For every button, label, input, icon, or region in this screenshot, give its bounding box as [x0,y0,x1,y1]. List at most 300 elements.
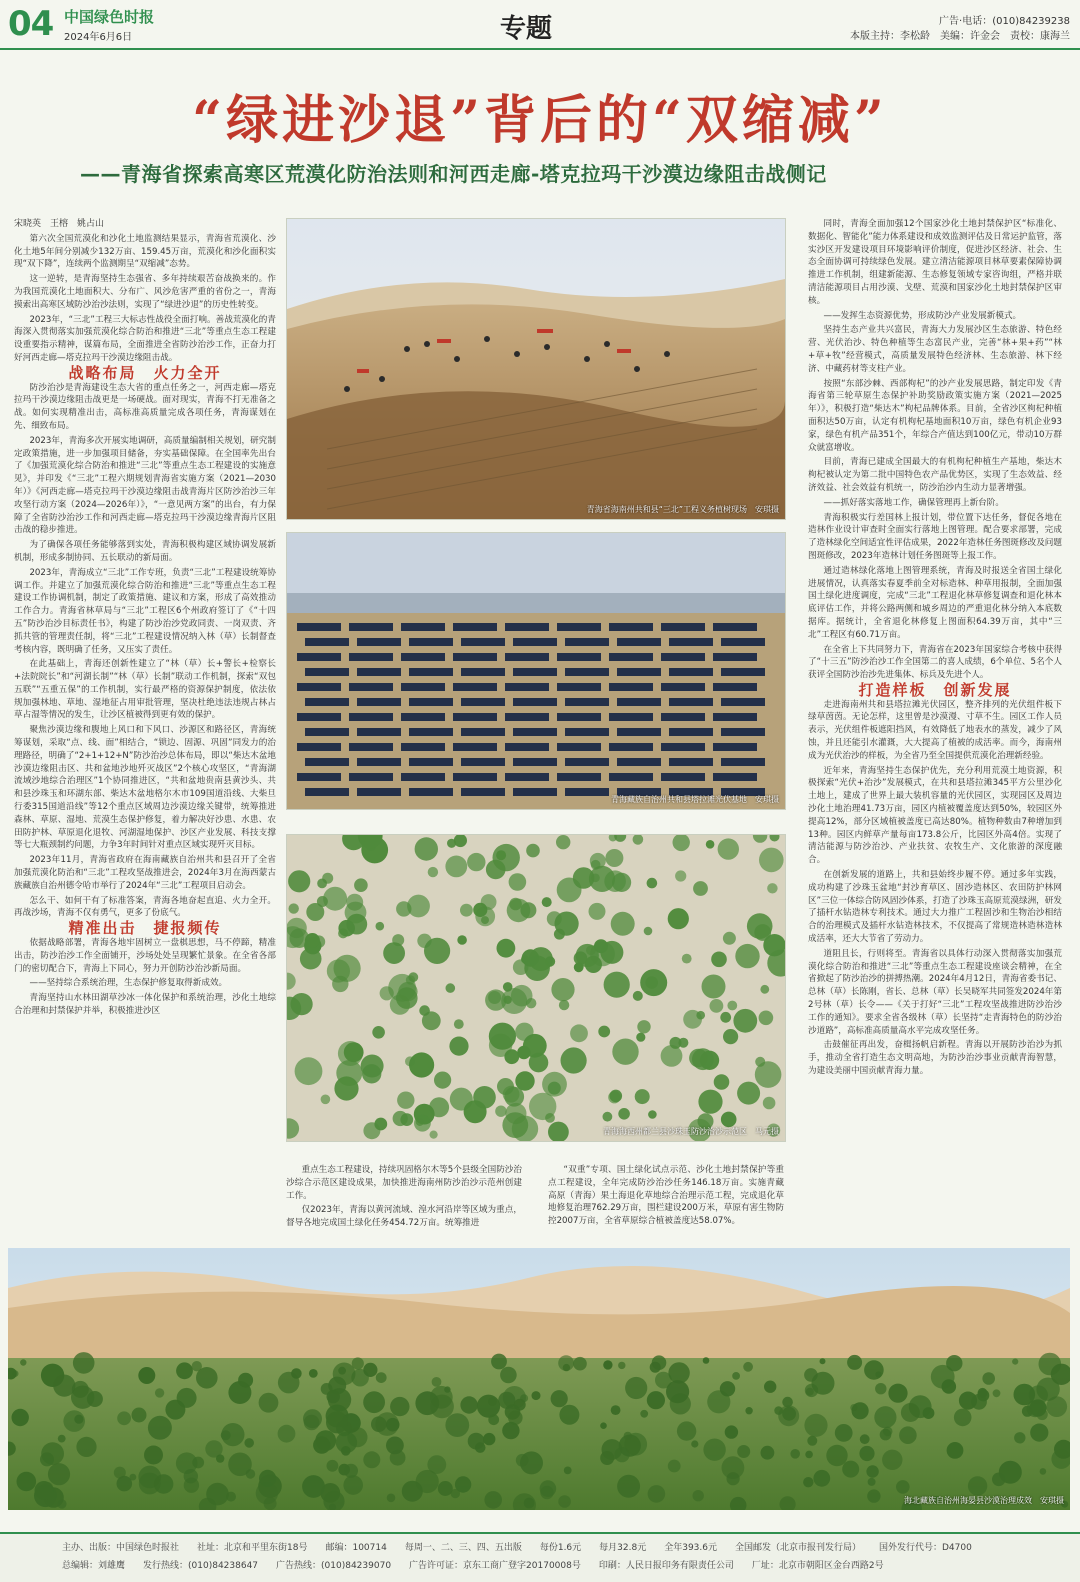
solar-panel [617,758,661,766]
shrub [428,867,438,877]
shrub [327,959,350,982]
shrub [228,1381,251,1404]
shrub [144,1446,163,1465]
shrub [1030,1424,1048,1442]
solar-panel [661,713,705,721]
shrub [706,840,715,849]
shrub [803,1477,813,1487]
shrub [883,1427,893,1437]
shrub [388,974,416,1002]
solar-panel [713,743,757,751]
solar-panel [557,773,601,781]
shrub [608,1091,620,1103]
solar-panel [349,743,393,751]
solar-panel [609,773,653,781]
shrub [484,1491,502,1509]
shrub [591,874,600,883]
solar-panel [401,623,445,631]
photo-caption-4: 海北藏族自治州海晏县沙漠治理成效 安琪摄 [904,1496,1064,1505]
solar-panel [565,698,609,706]
shrub [414,1115,431,1132]
shrub [693,1490,704,1501]
solar-panel [305,638,349,646]
solar-panel [565,758,609,766]
solar-panel [297,713,341,721]
shrub [206,1483,229,1506]
shrub [415,837,438,860]
paragraph: “双重”专项、国土绿化试点示范、沙化土地封禁保护等重点工程建设，全年完成防沙治沙任务146.18万亩。实施青藏高原（青海）果土海退化草地综合治理示范工程，完成退化草地修复治理762.29万亩，围栏建设200万米，草原有害生物防控2007万亩，全省草原综合植被盖度达58.07%。 [548,1165,784,1227]
solar-panel [609,743,653,751]
shrub [600,1422,607,1429]
shrub [295,1057,323,1085]
footer-item: 印刷：人民日报印务有限责任公司 [598,1561,734,1571]
shrub [304,1415,320,1431]
shrub [954,1409,972,1427]
shrub [529,1093,556,1120]
shrub [624,1432,632,1440]
shrub [386,1437,404,1455]
solar-panel [513,668,557,676]
solar-panel [557,713,601,721]
shrub [40,1452,54,1466]
shrub [901,1403,920,1422]
shrub [675,870,686,881]
footer-item: 广告许可证：京东工商广登字20170008号 [409,1561,581,1571]
paragraph: 第六次全国荒漠化和沙化土地监测结果显示，青海省荒漠化、沙化土地5年间分别减少132万亩、159.45万亩，荒漠化和沙化面积实现“双下降”，连续两个监测期呈“双缩减”态势。 [14,233,276,270]
footer-item: 邮编：100714 [325,1543,387,1553]
shrub [993,1389,1001,1397]
solar-panel [505,623,549,631]
shrub [489,1034,512,1057]
shrub [259,1393,279,1413]
shrub [139,1473,161,1495]
shrub [604,972,630,998]
solar-panel [453,623,497,631]
solar-panel [401,713,445,721]
shrub [1014,1432,1025,1443]
shrub [475,906,495,926]
shrub [558,1355,574,1371]
shrub [605,849,623,867]
shrub [859,1446,874,1461]
shrub [556,835,570,849]
paragraph: 在此基础上，青海还创新性建立了“林（草）长+警长+检察长+法院院长”和“河湖长制”“林（草）长制”联动工作机制，探索“双包五联”“五重五保”的工作机制，实行最严格的资源保护制度，依法依规加强林地、草地、湿地征占用审批管理，坚决杜绝违法违规占林占草占湿等情况的发生，让沙区植被得到更有效的保护。 [14,659,276,721]
shrub [617,1475,640,1498]
shrub [804,1368,818,1382]
shrub [640,1410,648,1418]
shrub [522,949,539,966]
page-header [0,0,1080,50]
paragraph: 同时，青海全面加强12个国家沙化土地封禁保护区“标准化、数据化、智能化”能力体系建设和成效监测评估及日常运护监管，落实沙区开发建设项目环境影响评价制度，促进沙区经济、社会、生态全面协调可持续绿色发展。建立清洁能源项目林草要素保障协调推进工作机制，组建新能源、生态修复领域专家咨询组，严格并联清洁能源项目占用沙漠、戈壁、荒漠和国家沙化土地封禁保护区审核。 [808,219,1062,306]
solar-panel [565,728,609,736]
solar-panel [357,698,401,706]
shrub [764,1381,776,1393]
solar-panel [669,728,713,736]
shrub [557,878,582,903]
shrub [968,1476,987,1495]
shrub [446,983,456,993]
solar-panel [513,758,557,766]
paragraph: 坚持生态产业共兴富民，青海大力发展沙区生态旅游、特色经营、光伏治沙、特色种植等生态富民产业，完善“林+果+药”“林+草+牧”经营模式，高质量发展特色经济林、生态旅游、林下经济、中藏药材等支柱产业。 [808,325,1062,374]
solar-panel [297,653,341,661]
shrub [875,1371,881,1377]
paragraph: 重点生态工程建设，持续巩固格尔木等5个县级全国防沙治沙综合示范区建设成果，加快推进海南州防沙治沙示范州创建工作。 [286,1165,522,1201]
solar-panel [409,638,453,646]
shrub [867,1489,880,1502]
shrub [132,1408,147,1423]
shrub [196,1367,218,1389]
shrub [503,1086,520,1103]
photo-tree-planting [286,218,786,520]
shrub [376,922,385,931]
solar-panel [409,758,453,766]
shrub [327,1390,340,1403]
shrub [723,932,736,945]
shrub [361,1055,384,1078]
shrub [574,962,584,972]
shrub [12,1409,29,1426]
shrub [278,1425,296,1443]
shrub [875,1383,886,1394]
shrub [896,1480,910,1494]
shrub [737,1445,750,1458]
solar-panel [669,698,713,706]
shrub [289,903,299,913]
shrub [782,1397,793,1408]
shrub [228,1453,252,1477]
shrub [496,850,506,860]
shrub [759,848,784,873]
shrub [1012,1359,1018,1365]
solar-panel [453,713,497,721]
shrub [520,1451,543,1474]
section-title: 专题 [500,14,553,44]
paragraph: 道阻且长，行则将至。青海省以具体行动深入贯彻落实加强荒漠化综合防治和推进“三北”等重点生态工程建设座谈会精神，在全省掀起了防沙治沙的拼搏热潮。2024年4月12日，青海省委书记、总林（草）长陈刚，省长、总林（草）长吴晓军共同签发2024年第2号林（草）长令——《关于打好“三北”工程攻坚战推进防沙治沙工作的通知》。要求全省各级林（草）长坚持“走青海特色的防沙治沙道路”，高标准高质量高水平完成攻坚任务。 [808,948,1062,1036]
solar-panel [513,728,557,736]
solar-panel [661,683,705,691]
solar-panel [357,728,401,736]
footer-item: 全年393.6元 [664,1543,717,1553]
header-credits [850,14,1070,44]
shrub [711,952,727,968]
shrub [17,1472,37,1492]
shrub [334,1076,358,1100]
paragraph: 在创新发展的道路上，共和县始终步履不停。通过多年实践，成功构建了沙珠玉盆地“封沙育草区、固沙造林区、农田防护林网区”三位一体综合防风固沙体系，打造了沙珠玉高原荒漠绿洲，研发了插杆水钻造林专利技术。通过大力推广工程固沙和生物治沙相结合的治理模式及插杆水钻造林技术，不仅提高了常规造林造林造林成活率，还大大节省了劳动力。 [808,870,1062,945]
shrub [611,912,635,936]
paragraph: 怎么干、如何干有了标准答案，青海各地奋起直追、火力全开。再战沙场，青海不仅有勇气，更多了份底气。 [14,895,276,919]
shrub [759,1011,774,1026]
shrub [589,903,606,920]
solar-panel [557,743,601,751]
shrub [835,1424,853,1442]
shrub [397,1092,414,1109]
solar-panel [565,638,609,646]
shrub [176,1362,193,1379]
solar-panel [357,788,401,796]
shrub [445,856,467,878]
shrub [317,896,328,907]
shrub [345,902,367,924]
shrub [727,1001,737,1011]
shrub [354,878,368,892]
solar-panel [297,623,341,631]
shrub [438,1481,453,1496]
solar-panel [617,638,661,646]
solar-panel [461,758,505,766]
shrub [678,1038,688,1048]
paragraph: 2023年，“三北”工程三大标志性战役全面打响。善战荒漠化的青海深入贯彻落实加强荒漠化综合防治和推进“三北”等重点生态工程建设重要指示精神，谋篇布局，全面推进全省防沙治沙工作，正奋力打好河西走廊—塔克拉玛干沙漠边缘阻击战。 [14,314,276,363]
solar-panel [453,653,497,661]
solar-panel [357,668,401,676]
shrub [352,1357,364,1369]
article-subtitle: ——青海省探索高寒区荒漠化防治法则和河西走廊-塔克拉玛干沙漠边缘阻击战侧记 [80,162,827,186]
solar-panel [617,698,661,706]
paragraph: 走进海南州共和县塔拉滩光伏园区，整齐排列的光伏组件板下绿草茵茵。无论怎样，这里曾是沙漠漫、寸草不生。园区工作人员表示，光伏组件板遮阳挡风，有效降低了地表水的蒸发，减少了风蚀，并且还能引水灌溉，大大提高了植被的成活率。而今，海南州成为光伏治沙的样板，为全省乃至全国提供荒漠化治理新经验。 [808,699,1062,761]
solar-panel [305,758,349,766]
shrub [648,1110,657,1119]
shrub [698,1090,722,1114]
shrub [460,904,473,917]
paragraph: 2023年，青海成立“三北”工作专班，负责“三北”工程建设统筹协调工作。并建立了加强荒漠化综合防治和推进“三北”等重点生态工程建设工作协调机制，制定了政策措施、建议和方案，形成了高效推动工作合力。青海省林草局与“三北”工程区6个州政府签订了《“十四五”防沙治沙目标责任书》，构建了防沙治沙党政同责、一岗双责、齐抓共管的管理责任制，将“三北”工程建设情况纳入林（草）长制督查考核内容，既明确了任务，又压实了责任。 [14,567,276,655]
shrub [514,1399,526,1411]
shrub [495,1106,506,1117]
shrub [73,1352,95,1374]
shrub [76,1437,96,1457]
shrub [842,1461,859,1478]
shrub [807,1436,817,1446]
shrub [390,1397,409,1416]
shrub [473,1086,496,1109]
solar-panel [453,683,497,691]
solar-panel [505,713,549,721]
shrub [982,1372,995,1385]
footer-item: 社址：北京和平里东街18号 [197,1543,308,1553]
shrub [882,1450,902,1470]
shrub [430,1131,438,1139]
shrub [661,1045,683,1067]
shrub [53,1375,75,1397]
shrub [155,1388,164,1397]
shrub [526,844,540,858]
shrub [177,1388,197,1408]
shrub [633,991,643,1001]
shrub [1039,1353,1062,1376]
shrub [655,1372,672,1389]
shrub [644,927,653,936]
solar-panel [349,623,393,631]
shrub [677,1421,696,1440]
shrub [488,991,501,1004]
paragraph: ——发挥生态资源优势，形成防沙产业发展新模式。 [823,310,1022,321]
shrub [278,1372,300,1394]
shrub [505,1103,526,1124]
shrub [782,1407,796,1421]
shrub [375,1412,399,1436]
page-number: 04 [8,4,54,44]
shrub [497,939,516,958]
solar-panel [669,668,713,676]
solar-panel [505,743,549,751]
solar-panel [661,653,705,661]
shrub [460,1396,477,1413]
shrub [559,1000,569,1010]
solar-panel [401,773,445,781]
shrub [445,1413,469,1437]
shrub [422,1011,441,1030]
newspaper-masthead: 中国绿色时报 [64,8,155,26]
solar-panel [453,743,497,751]
shrub [205,1440,222,1457]
shrub [703,1439,725,1461]
footer-item: 广告热线：(010)84239070 [276,1561,392,1571]
solar-panel [557,623,601,631]
solar-panel [557,683,601,691]
panorama-image [8,1248,1070,1510]
footer-item: 国外发行代号：D4700 [879,1543,972,1553]
solar-panel [609,623,653,631]
footer-item: 每份1.6元 [539,1543,582,1553]
footer-item: 厂址：北京市朝阳区金台西路2号 [751,1561,884,1571]
shrub [264,1497,277,1510]
shrub [692,1048,714,1070]
solar-panel [661,743,705,751]
shrub [517,1046,530,1059]
solar-panel [357,638,401,646]
shrub [502,1422,519,1439]
shrub [603,1112,613,1122]
solar-panel [409,728,453,736]
shrub [114,1467,126,1479]
shrub [392,934,404,946]
solar-panel [409,668,453,676]
shrub [450,1088,473,1111]
solar-panel [669,638,713,646]
shrub [351,1369,369,1387]
shrub [625,1377,647,1399]
shrub [702,975,726,999]
shrub [313,1436,330,1453]
shrub [424,938,450,964]
shrub [515,1071,534,1090]
footer-item: 每周一、二、三、四、五出版 [404,1543,522,1553]
shrub [1036,1378,1059,1401]
paragraph: 近年来，青海坚持生态保护优先，充分利用荒漠土地资源，积极探索“光伏+治沙”发展模式，在共和县塔拉滩345平方公里沙化土地上，建成了世界上最大装机容量的光伏园区，实现园区及周边沙化土地治理41.73万亩，园区内植被覆盖度达到50%，较园区外提高12%，部分区域植被盖度已高达80%。植物种数由7种增加到13种。园区内鲜草产量每亩173.8公斤，比园区外高4倍。实现了清洁能源与防沙治沙、产业扶贫、农牧生产、文化旅游的深度融合。 [808,765,1062,866]
solar-panel [297,743,341,751]
photo-solar-farm [286,532,786,810]
shrub [804,1414,827,1437]
shrub [383,942,405,964]
shrub [515,1023,533,1041]
shrub [725,1425,738,1438]
shrub [670,1393,691,1414]
solar-panel [713,713,757,721]
solar-panel [713,623,757,631]
column-1 [14,218,276,1020]
shrub [540,1480,557,1497]
shrub [732,1372,740,1380]
footer-item: 全国邮发（北京市报刊发行局） [734,1543,861,1553]
shrub [405,1056,415,1066]
solar-panel [453,773,497,781]
shrub [376,1372,387,1383]
shrub [341,1446,351,1456]
photo-shrubland [286,834,786,1142]
solar-panel [305,698,349,706]
section-heading-1: 战略布局 火力全开 [68,363,222,382]
solar-panel [513,788,557,796]
paragraph: 聚焦沙漠边缘和腹地上风口和下风口、沙源区和路径区，青海统筹谋划，采取“点、线、面”相结合，“锁边、固源、巩固”同发力的治理路径，明确了“2+1+12+N”防沙治沙总体布局，即以“柴达木盆地沙漠边缘阻击区、共和盆地沙地歼灭战区”2个核心攻坚区，“青海湖流域沙地综合治理区”1个协同推进区，“共和盆地贵南县黄沙头、共和县沙珠玉和环湖东部、柴达木盆地格尔木市109国道沿线、大柴旦行委315国道沿线”等12个重点区域周边沙漠边缘关键带，统筹推进森林、草原、湿地、荒漠生态保护修复，着力解决好沙患、水患、农田防护林、草原退化退牧、河湖湿地保护、沙区产业发展、科技支撑等七大瓶颈制约问题，力争3年时间针对重点区域实现歼灭目标。 [14,725,276,851]
shrub [327,1460,339,1472]
paragraph: 2023年11月，青海省政府在海南藏族自治州共和县召开了全省加强荒漠化防治和“三北”工程攻坚战推进会，2024年3月在海西蒙古族藏族自治州德令哈市举行了2024年“三北”工程项目启动会。 [14,855,276,891]
shrub [602,1439,623,1460]
solar-panel [461,788,505,796]
shrub [184,1469,198,1483]
shrub [221,1423,244,1446]
shrub [468,1433,485,1450]
solar-panel [721,698,765,706]
solar-panel [713,683,757,691]
column-3-bottom [548,1164,784,1230]
shrub [259,1470,276,1487]
shrub [888,1384,907,1403]
solar-panel [349,683,393,691]
shrub [767,883,777,893]
solar-panel [721,758,765,766]
shrub [454,1019,464,1029]
shrub [372,1026,385,1039]
shrub [806,1388,814,1396]
shrub [723,1029,738,1044]
shrub [467,853,485,871]
shrub [668,1460,681,1473]
shrub [542,897,552,907]
editor-credits: 本版主持：李松龄 美编：许金会 责校：康海兰 [850,31,1070,42]
shrub [570,1024,588,1042]
shrub [714,1074,730,1090]
paragraph: ——坚持综合系统治理，生态保护修复取得新成效。 [29,978,228,989]
shrub [864,1360,884,1380]
solar-panel [565,788,609,796]
shrub [338,1367,346,1375]
solar-panel [461,668,505,676]
shrub [650,1362,661,1373]
shrub [309,1369,318,1378]
shrub [387,1494,396,1503]
column-2-bottom [286,1164,522,1232]
shrub [978,1388,988,1398]
photo-caption-3: 青海海西州都兰县沙珠玉防沙治沙示范区 马元摄 [603,1127,779,1136]
paragraph: 击鼓催征再出发，奋楫扬帆启新程。青海以开展防沙治沙为抓手，推动全省打造生态文明高地，为防沙治沙事业贡献青海智慧，为建设美丽中国贡献青海力量。 [808,1040,1062,1076]
shrub [192,1457,204,1469]
paragraph: 在全省上下共同努力下，青海省在2023年国家综合考核中获得了“十三五”防沙治沙工作全国第二的喜人成绩，6个单位、5名个人获评全国防沙治沙先进集体、标兵及先进个人。 [808,644,1062,681]
paragraph: 为了确保各项任务能够落到实处，青海积极构建区域协调发展新机制，形成多制协同、五长联动的新局面。 [14,540,276,563]
issue-date: 2024年6月6日 [64,32,133,43]
shrub [326,1411,348,1433]
solar-panel [357,758,401,766]
solar-panel [513,638,557,646]
shrub [931,1365,955,1389]
shrub [532,1391,541,1400]
shrubland-image [287,835,785,1141]
shrub [321,1095,331,1105]
solar-panel [617,668,661,676]
shrub [559,1405,579,1425]
shrub [637,1020,650,1033]
shrub [603,1360,612,1369]
shrub [1029,1399,1046,1416]
footer-item: 总编辑：刘雄鹰 [62,1561,126,1571]
shrub [760,985,769,994]
